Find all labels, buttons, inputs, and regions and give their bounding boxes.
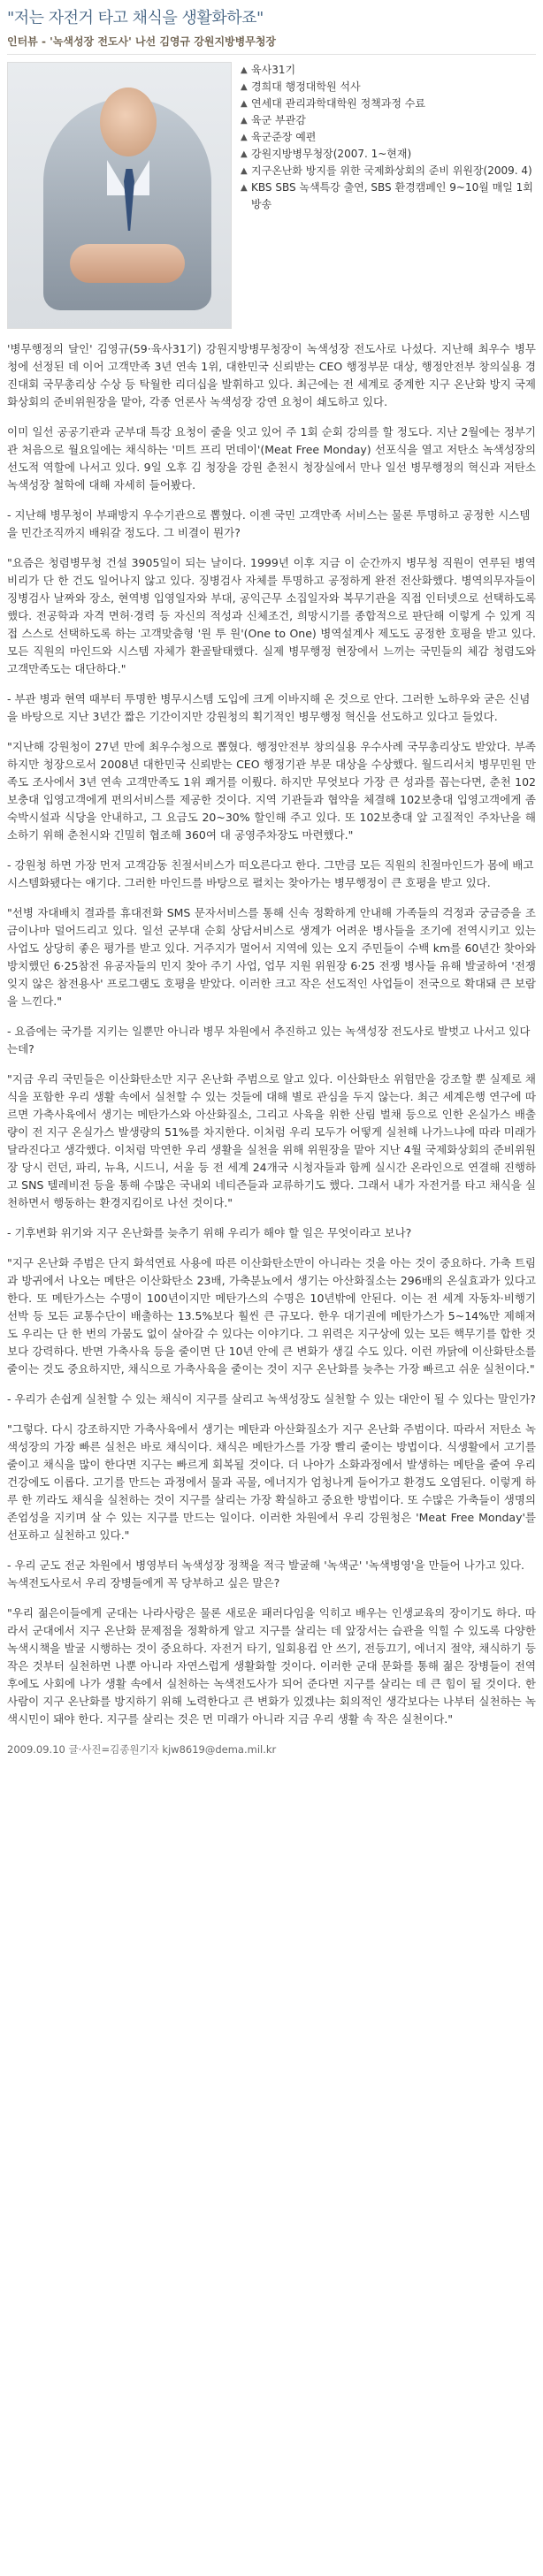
article-title: "저는 자전거 타고 채식을 생활화하죠"	[7, 9, 264, 27]
bullet-icon: ▲	[241, 116, 248, 126]
answer: "요즘은 청렴병무청 건설 3905일이 되는 날이다. 1999년 이후 지금 이 순간까지 병무청 직원이 연루된 병역비리가 단 한 건도 일어나지 않고 있다. 징병검사 자체를 투명하고 공정하게 완전 전산화했다. 병역의무자들이 징병검사 날짜와 장소, 현역병 입영일자와 부대, 공익근무 소집일자와 복무기관을 직접 인터넷으로 선택하도록 했다. 전공학과 자격 면허·경력 등 자신의 적성과 신체조건, 희망시기를 종합적으로 판단해 이렇게 수 있게 직접 스스로 선택하도록 하는 고객맞춤형 '원 투 원'(One to One) 병역설계사 제도도 공정한 호평을 받고 있다. 모든 직원의 마인드와 시스템 자체가 환골탈태했다. 실제 병무행정 현장에서 느끼는 국민들의 체감 청렴도와 고객만족도는 대단하다."	[7, 555, 536, 675]
bio-item: ▲ 육군준장 예편	[241, 129, 536, 146]
bio-item: ▲ 육군 부관감	[241, 112, 536, 129]
question: - 기후변화 위기와 지구 온난화를 늦추기 위해 우리가 해야 할 일은 무엇이라고 보나?	[7, 1225, 412, 1239]
bio-item: ▲ 강원지방병무청장(2007. 1~현재)	[241, 146, 536, 163]
question: - 부관 병과 현역 때부터 투명한 병무시스템 도입에 크게 이바지해 온 것으로 안다. 그러한 노하우와 굳은 신념을 바탕으로 지난 3년간 짧은 기간이지만 강원청의 획기적인 병무행정 혁신을 선도하고 있다고 들었다.	[7, 691, 531, 723]
bio-item: ▲ KBS SBS 녹색특강 출연, SBS 환경캠페인 9~10월 매일 1회 방송	[241, 179, 536, 213]
bio-list	[241, 62, 536, 329]
question: - 강원청 하면 가장 먼저 고객감동 친절서비스가 떠오른다고 한다. 그만큼 모든 직원의 친절마인드가 몸에 배고 시스템화됐다는 얘기다. 그러한 마인드를 바탕으로 펼치는 찾아가는 병무행정이 큰 호평을 받고 있다.	[7, 857, 534, 889]
bullet-icon: ▲	[241, 82, 248, 92]
bullet-icon: ▲	[241, 149, 248, 159]
answer: "그렇다. 다시 강조하지만 가축사육에서 생기는 메탄과 아산화질소가 지구 온난화 주범이다. 따라서 저탄소 녹색성장의 가장 빠른 실천은 바로 채식이다. 채식은 메탄가스를 가장 빨리 줄이는 방법이다. 식생활에서 고기를 줄이고 채식을 많이 한다면 지구는 빠르게 회복될 것이다. 더 나아가 소화과정에서 발생하는 메탄을 줄여 우리 건강에도 이롭다. 고기를 만드는 과정에서 물과 곡물, 에너지가 엄청나게 들어가고 환경도 오염된다. 이렇게 하루 한 끼라도 채식을 실천하는 것이 지구를 살리는 가장 확실하고 중요한 방법이다. 또 수많은 가축들이 생명의 존엄성을 지키며 살 수 있는 지구를 만드는 일이다. 이러한 차원에서 우리 강원청은 'Meat Free Monday'를 선포하고 실천하고 있다."	[7, 1421, 536, 1542]
article-intro: 이미 일선 공공기관과 군부대 특강 요청이 줄을 잇고 있어 주 1회 순회 강의를 할 정도다. 지난 2월에는 정부기관 처음으로 월요일에는 채식하는 '미트 프리 먼데이'(Meat Free Monday) 선포식을 열고 저탄소 녹색성장의 선도적 역할에 나서고 있다. 9일 오후 김 청장을 강원 춘천시 청장실에서 만나 일선 병무행정의 혁신과 저탄소 녹색성장 철학에 대해 자세히 들어봤다.	[7, 424, 536, 492]
bio-item: ▲ 연세대 관리과학대학원 정책과정 수료	[241, 95, 536, 112]
byline: 2009.09.10 글·사진=김종원기자 kjw8619@dema.mil.kr	[7, 1742, 277, 1756]
bullet-icon: ▲	[241, 65, 248, 75]
question: - 요즘에는 국가를 지키는 일뿐만 아니라 병무 차원에서 추진하고 있는 녹색성장 전도사로 발벗고 나서고 있다는데?	[7, 1024, 531, 1056]
answer: "지금 우리 국민들은 이산화탄소만 지구 온난화 주범으로 알고 있다. 이산화탄소 위험만을 강조할 뿐 실제로 채식을 포함한 우리 생활 속에서 실천할 수 있는 것들에 대해 별로 관심을 두지 않는다. 최근 세계은행 연구에 따르면 가축사육에서 생기는 메탄가스와 아산화질소, 그리고 사육을 위한 산림 벌채 등으로 인한 온실가스 배출량이 전 지구 온실가스 발생량의 51%를 차지한다. 이처럼 우리 모두가 어떻게 실천해 나가느냐에 따라 미래가 달라진다고 생각했다. 이처럼 막연한 우리 생활을 실천을 위해 위원장을 맡아 지난 4월 국제화상회의 준비위원장 당시 런던, 파리, 뉴욕, 시드니, 서울 등 전 세계 24개국 시청자들과 함께 실시간 온라인으로 연결해 진행하고 SNS 텔레비전 등을 통해 수많은 국내외 네티즌들과 교류하기도 했다. 그래서 내가 자전거를 타고 채식을 실천하면서 행동하는 환경지킴이로 나선 것이다."	[7, 1071, 536, 1209]
article-subtitle: 인터뷰 - '녹색성장 전도사' 나선 김영규 강원지방병무청장	[7, 34, 536, 55]
answer: "지난해 강원청이 27년 만에 최우수청으로 뽑혔다. 행정안전부 창의실용 우수사례 국무총리상도 받았다. 부족하지만 청장으로서 2008년 대한민국 신뢰받는 CEO 행정기관 부문 대상을 수상했다. 월드리서치 병무민원 만족도 조사에서 3년 연속 고객만족도 1위 쾌거를 이뤘다. 하지만 무엇보다 가장 큰 성과를 꼽는다면, 춘천 102보충대 입영고객에게 편의서비스를 제공한 것이다. 지역 기관들과 협약을 체결해 102보충대 입영고객에게 좀 숙박시설과 식당을 안내하고, 그 요금도 20~30% 할인해 주고 있다. 또 102보충대 앞 고질적인 주차난을 해소하기 위해 춘천시와 긴밀히 협조해 360여 대 공영주차장도 마련했다."	[7, 739, 536, 842]
article-lead: '병무행정의 달인' 김영규(59·육사31기) 강원지방병무청장이 녹색성장 전도사로 나섰다. 지난해 최우수 병무청에 선정된 데 이어 고객만족 3년 연속 1위, 대한민국 신뢰받는 CEO 행정부문 대상, 행정안전부 창의실용 경진대회 국무총리상 수상 등 탁월한 리더십을 발휘하고 있다. 최근에는 전 세계로 중계한 지구 온난화 방지 국제화상회의 준비위원장을 맡아, 각종 언론사 녹색성장 강연 요청이 쇄도하고 있다.	[7, 341, 536, 408]
bio-item: ▲ 경희대 행정대학원 석사	[241, 79, 536, 95]
question: - 지난해 병무청이 부패방지 우수기관으로 뽑혔다. 이젠 국민 고객만족 서비스는 물론 투명하고 공정한 시스템을 민간조직까지 배워갈 정도다. 그 비결이 뭔가?	[7, 507, 531, 539]
question: - 우리가 손쉽게 실천할 수 있는 채식이 지구를 살리고 녹색성장도 실천할 수 있는 대안이 될 수 있다는 말인가?	[7, 1391, 536, 1406]
portrait-photo	[7, 62, 232, 329]
bullet-icon: ▲	[241, 166, 248, 176]
article-top	[7, 62, 536, 329]
answer: "지구 온난화 주범은 단지 화석연료 사용에 따른 이산화탄소만이 아니라는 것을 아는 것이 중요하다. 가축 트림과 방귀에서 나오는 메탄은 이산화탄소 23배, 가축분뇨에서 생기는 아산화질소는 296배의 온실효과가 있다고 한다. 또 메탄가스는 수명이 100년이지만 메탄가스의 수명은 10년밖에 안된다. 이는 전 세계 자동차·비행기 선박 등 모든 교통수단이 배출하는 13.5%보다 훨씬 큰 규모다. 한우 대기권에 메탄가스가 5~14%만 제해져도 우리는 단 한 번의 가뭄도 없이 살아갈 수 있다는 이야기다. 그 위력은 지구상에 있는 모든 핵무기를 합한 것보다 강력하다. 반면 가축사육 등을 줄이면 단 10년 안에 큰 변화가 생길 수도 있다. 이런 까닭에 이산화탄소를 줄이는 것도 중요하지만, 채식으로 가축사육을 줄이는 것이 지구 온난화를 늦추는 가장 빠르고 쉬운 실천이다."	[7, 1255, 536, 1376]
bullet-icon: ▲	[241, 183, 248, 193]
bullet-icon: ▲	[241, 133, 248, 142]
question: - 우리 군도 전군 차원에서 병영부터 녹색성장 정책을 적극 발굴해 '녹색군' '녹색병영'을 만들어 나가고 있다. 녹색전도사로서 우리 장병들에게 꼭 당부하고 싶은 말은?	[7, 1558, 525, 1589]
bio-item: ▲ 육사31기	[241, 62, 536, 79]
answer: "우리 젊은이들에게 군대는 나라사랑은 물론 새로운 패러다임을 익히고 배우는 인생교육의 장이기도 하다. 따라서 군대에서 지구 온난화 문제점을 정확하게 알고 지구를 살리는 데 앞장서는 습관을 익힐 수 있도록 다양한 녹색시책을 발굴 시행하는 것이 중요하다. 자전거 타기, 일회용컵 안 쓰기, 전등끄기, 에너지 절약, 채식하기 등 작은 것부터 실천하면 나뿐 아니라 자연스럽게 생활화할 것이다. 이러한 군대 문화를 통해 젊은 장병들이 전역 후에도 사회에 나가 생활 속에서 실천하는 녹색전도사가 되어 준다면 지구를 살리는 데 큰 힘이 될 것이다. 한 사람이 지구 온난화를 방지하기 위해 노력한다고 큰 변화가 있겠냐는 회의적인 생각보다는 나부터 실천하는 녹색시민이 돼야 한다. 지구를 살리는 것은 먼 미래가 아니라 지금 우리 생활 속 작은 실천이다."	[7, 1605, 536, 1726]
bullet-icon: ▲	[241, 99, 248, 109]
answer: "선병 자대배치 결과를 휴대전화 SMS 문자서비스를 통해 신속 정확하게 안내해 가족들의 걱정과 궁금증을 조금이나마 덜어드리고 있다. 일선 군부대 순회 상담서비스로 생계가 어려운 병사들을 조기에 전역시키고 있는 사업도 상당히 좋은 평가를 받고 있다. 거주지가 멀어서 지역에 있는 오지 주민들이 수백 km를 60년간 찾아와 방치했던 6·25참전 유공자들의 민지 찾아 주기 사업, 업무 지원 위원장 6·25 전쟁 병사들 유해 발굴하여 '전쟁 잊지 않은 참전용사' 프로그램도 호평을 받았다. 이러한 크고 작은 선도적인 사업들이 전국으로 확대돼 큰 보람을 느낀다."	[7, 905, 536, 1008]
bio-item: ▲ 지구온난화 방지를 위한 국제화상회의 준비 위원장(2009. 4)	[241, 163, 536, 179]
